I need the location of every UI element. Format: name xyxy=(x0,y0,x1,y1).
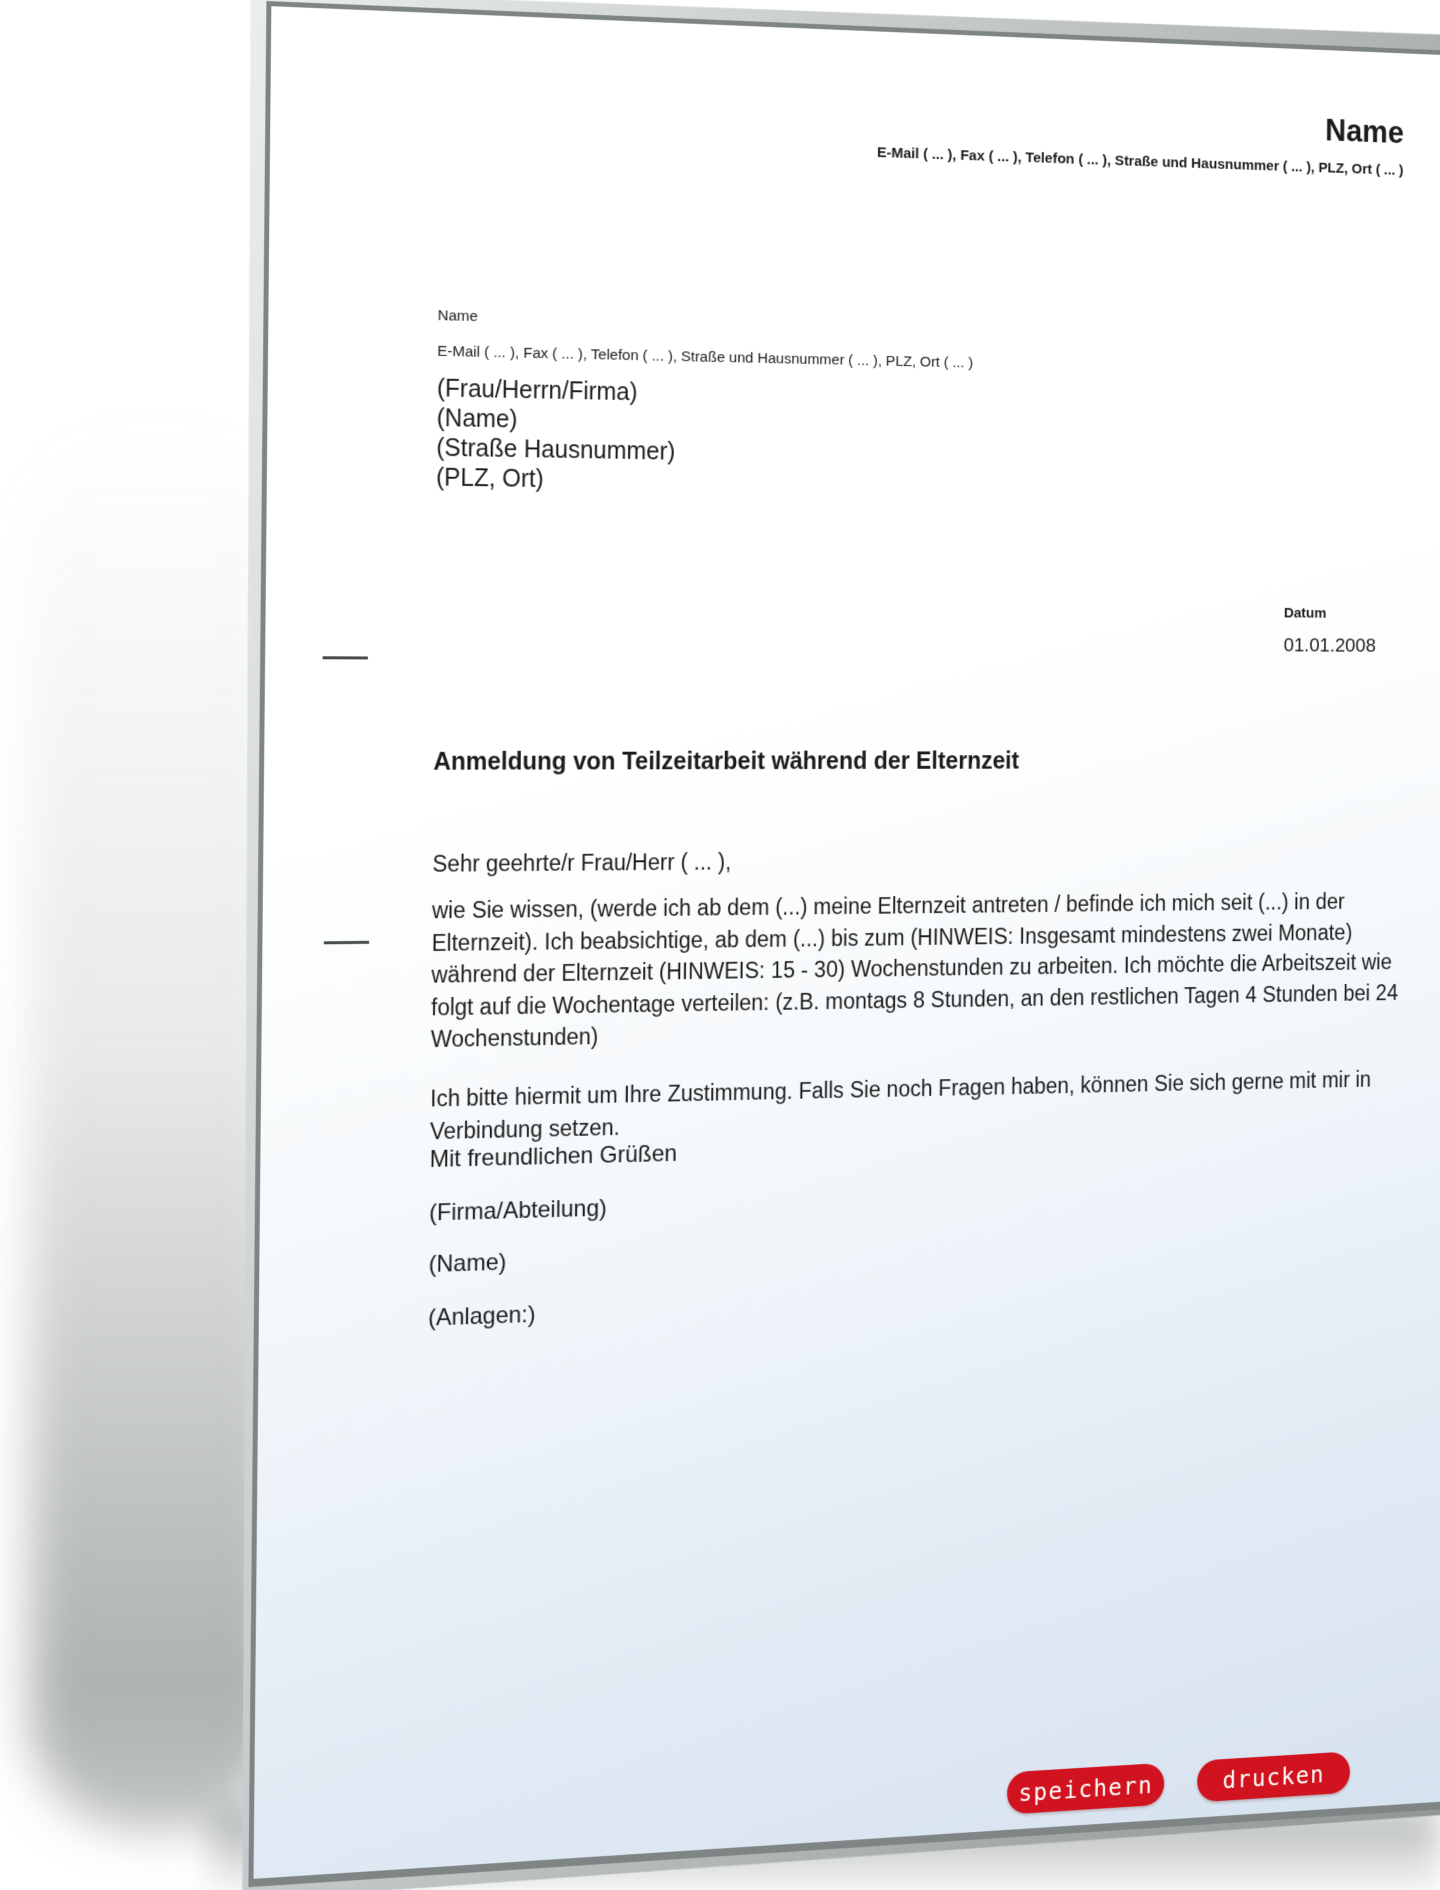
body-line: Elternzeit). Ich beabsichtige, ab dem (...) bis zum (HINWEIS: Insgesamt mindestens zwei Monate) xyxy=(431,919,1353,956)
date-label: Datum xyxy=(1283,605,1327,622)
body-line: wie Sie wissen, (werde ich ab dem (...) meine Elternzeit antreten / befinde ich mich seit (...) in der xyxy=(431,889,1345,924)
salutation: Sehr geehrte/r Frau/Herr ( ... ), xyxy=(432,848,732,877)
sender-contact: E-Mail ( ... ), Fax ( ... ), Telefon ( ... ), Straße und Hausnummer ( ... ), PLZ, Ort ( ... ) xyxy=(437,342,974,372)
body-paragraph-2 xyxy=(430,1064,1371,1147)
signature-company: (Firma/Abteilung) xyxy=(429,1194,607,1227)
recipient-address xyxy=(436,374,973,500)
page-shadow-left xyxy=(30,420,280,1830)
body-line: Verbindung setzen. xyxy=(429,1113,620,1144)
sender-name: Name xyxy=(437,307,478,326)
signature-name: (Name) xyxy=(428,1248,507,1278)
body-line: Ich bitte hiermit um Ihre Zustimmung. Falls Sie noch Fragen haben, können Sie sich gerne mit mir in xyxy=(430,1066,1372,1112)
closing-greeting: Mit freundlichen Grüßen xyxy=(429,1140,678,1173)
date-value: 01.01.2008 xyxy=(1283,634,1376,657)
print-button[interactable]: drucken xyxy=(1197,1751,1350,1802)
address-line: (Name) xyxy=(436,404,518,434)
body-line: folgt auf die Wochentage verteilen: (z.B. montags 8 Stunden, an den restlichen Tagen 4 Stunden bei 24 xyxy=(430,979,1399,1020)
attachments-note: (Anlagen:) xyxy=(428,1301,536,1332)
body-paragraph-1 xyxy=(431,886,1399,1056)
letter-page xyxy=(253,6,1440,1879)
save-button[interactable]: speichern xyxy=(1007,1763,1164,1815)
document-mockup xyxy=(253,6,1440,1879)
letterhead-name: Name xyxy=(1325,112,1404,150)
fold-mark-top xyxy=(323,656,368,659)
address-line: (Frau/Herrn/Firma) xyxy=(436,374,638,407)
fold-mark-middle xyxy=(324,941,369,945)
body-line: Wochenstunden) xyxy=(430,1023,599,1053)
subject-line: Anmeldung von Teilzeitarbeit während der Elternzeit xyxy=(433,747,1020,776)
date-block xyxy=(1284,604,1377,657)
letterhead-contact: E-Mail ( ... ), Fax ( ... ), Telefon ( ... ), Straße und Hausnummer ( ... ), PLZ, Ort ( ... ) xyxy=(876,144,1404,179)
address-line: (PLZ, Ort) xyxy=(435,463,544,493)
body-line: während der Elternzeit (HINWEIS: 15 - 30) Wochenstunden zu arbeiten. Ich möchte die Arbeitszeit wie xyxy=(431,949,1392,988)
letterhead xyxy=(877,97,1404,180)
sender-block xyxy=(436,306,973,500)
address-line: (Straße Hausnummer) xyxy=(436,433,676,466)
